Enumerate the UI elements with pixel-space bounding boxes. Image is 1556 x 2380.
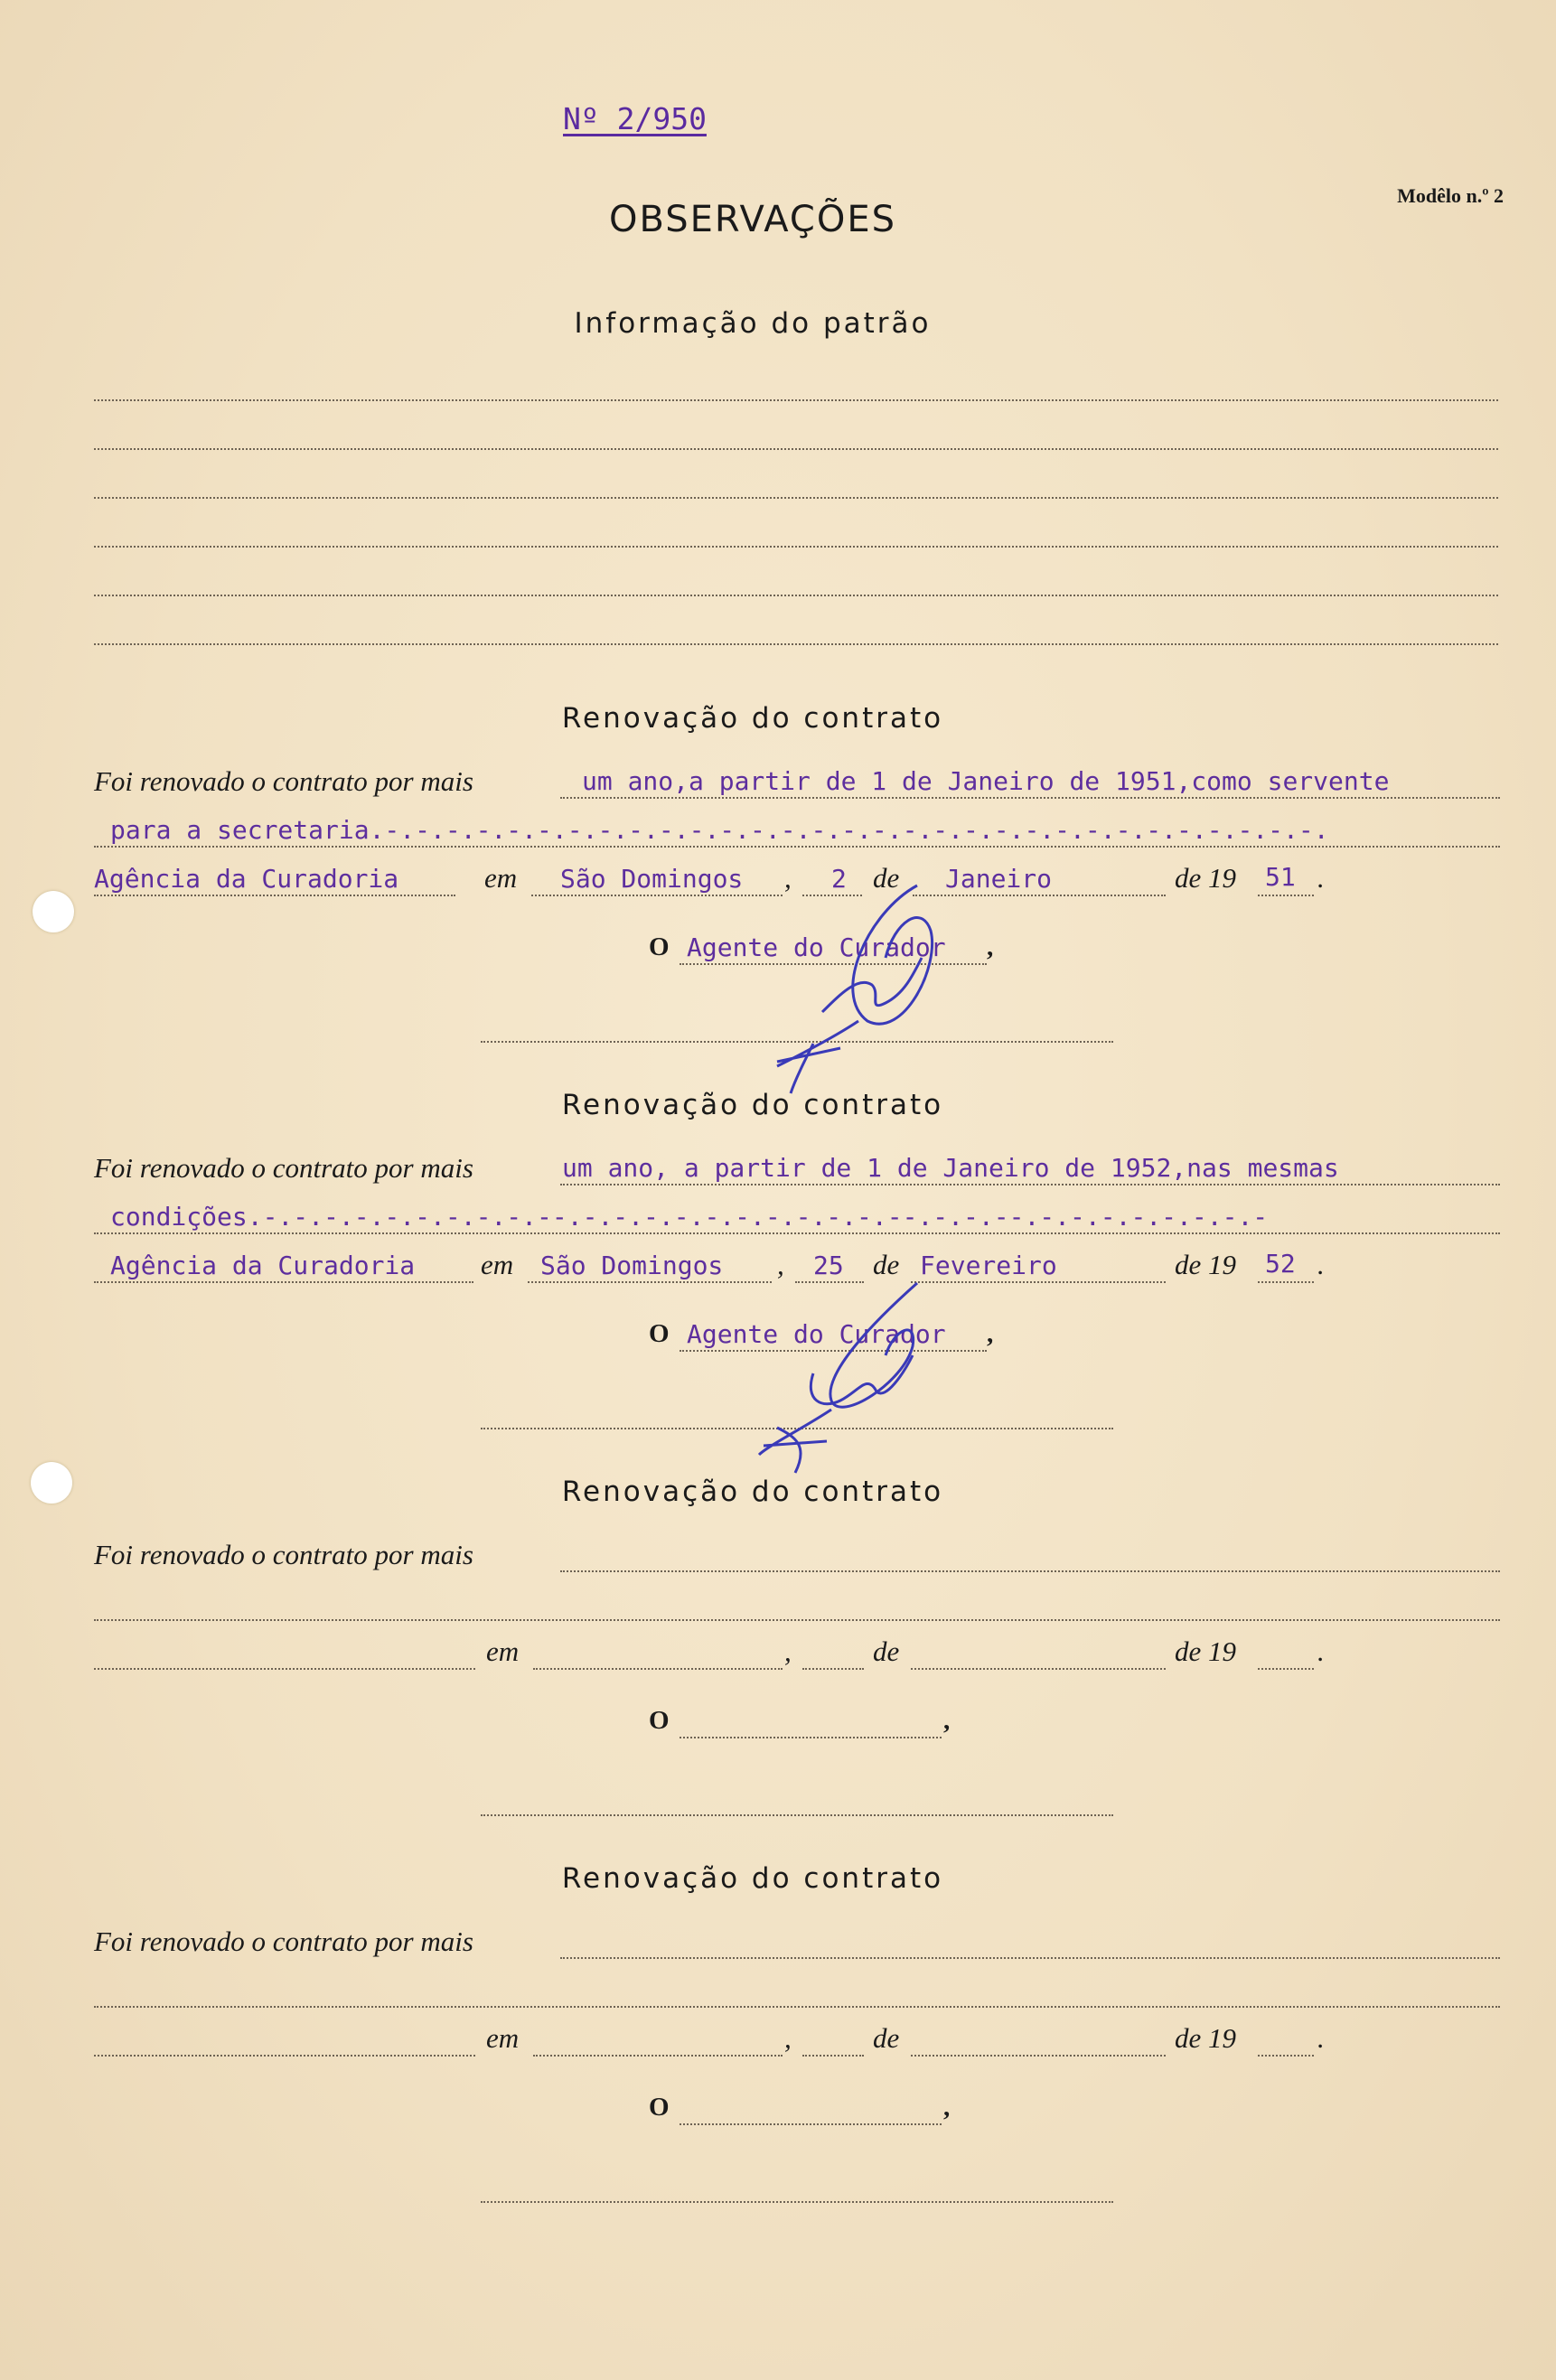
fill-line	[94, 2055, 475, 2057]
blank-line	[94, 546, 1498, 548]
section-heading: Renovação do contrato	[561, 1089, 944, 1121]
signature-line	[481, 2201, 1113, 2203]
city-name: São Domingos	[560, 864, 744, 894]
model-number: Modêlo n.º 2	[1397, 184, 1504, 207]
page-title: OBSERVAÇÕES	[608, 199, 897, 240]
blank-line	[94, 497, 1498, 499]
place-name: Agência da Curadoria	[94, 864, 399, 894]
year-value: 51	[1265, 862, 1296, 892]
place-name: Agência da Curadoria	[110, 1251, 416, 1280]
fill-line	[680, 1737, 942, 1738]
day-value: 2	[831, 864, 847, 894]
period: .	[1317, 862, 1325, 894]
fill-line	[911, 2055, 1166, 2057]
fill-line	[533, 2055, 783, 2057]
comma: ,	[784, 1635, 792, 1667]
period: .	[1317, 1249, 1325, 1280]
city-name: São Domingos	[540, 1251, 724, 1280]
renewal-terms-line1: um ano,a partir de 1 de Janeiro de 1951,como servente	[582, 766, 1390, 796]
blank-line	[94, 595, 1498, 596]
fill-line	[94, 1619, 1500, 1621]
renewal-terms-line1: um ano, a partir de 1 de Janeiro de 1952,nas mesmas	[562, 1153, 1339, 1183]
employer-info-heading: Informação do patrão	[574, 307, 932, 340]
blank-line	[94, 399, 1498, 401]
agent-comma: ,	[943, 2093, 951, 2122]
fill-line	[94, 1668, 475, 1670]
document-number: Nº 2/950	[563, 101, 707, 136]
fill-line	[911, 1668, 1166, 1670]
renewal-lead-text: Foi renovado o contrato por mais	[94, 1926, 473, 1957]
year-prefix: de 19	[1175, 1635, 1237, 1667]
fill-line	[94, 1281, 473, 1283]
section-heading: Renovação do contrato	[561, 1476, 944, 1508]
year-prefix: de 19	[1175, 2022, 1237, 2054]
blank-line	[94, 448, 1498, 450]
agent-title: Agente do Curador	[687, 1319, 946, 1349]
em-label: em	[486, 1635, 520, 1667]
handwritten-signature	[741, 1265, 958, 1500]
fill-line	[802, 2055, 864, 2057]
fill-line	[560, 1570, 1500, 1572]
section-heading: Renovação do contrato	[561, 702, 944, 735]
fill-line	[680, 2123, 942, 2125]
fill-line	[94, 2006, 1500, 2008]
section-heading: Renovação do contrato	[561, 1862, 944, 1895]
fill-line	[94, 846, 1500, 848]
day-value: 25	[813, 1251, 844, 1280]
de-label: de	[873, 1635, 900, 1667]
fill-line	[1258, 1668, 1314, 1670]
year-prefix: de 19	[1175, 1249, 1237, 1280]
em-label: em	[486, 2022, 520, 2054]
fill-line	[560, 1184, 1500, 1185]
month-value: Fevereiro	[920, 1251, 1057, 1280]
comma: ,	[777, 1249, 784, 1280]
agent-o: O	[649, 1319, 670, 1348]
handwritten-signature	[759, 867, 976, 1102]
fill-line	[528, 1281, 772, 1283]
comma: ,	[784, 2022, 792, 2054]
renewal-lead-text: Foi renovado o contrato por mais	[94, 765, 473, 797]
agent-title: Agente do Curador	[687, 932, 946, 962]
de-label: de	[873, 862, 900, 894]
signature-line	[481, 1814, 1113, 1816]
month-value: Janeiro	[945, 864, 1053, 894]
period: .	[1317, 1635, 1325, 1667]
agent-o: O	[649, 932, 670, 961]
fill-line	[531, 895, 783, 896]
fill-line	[560, 1957, 1500, 1959]
fill-line	[94, 895, 455, 896]
fill-line	[1258, 2055, 1314, 2057]
de-label: de	[873, 1249, 900, 1280]
period: .	[1317, 2022, 1325, 2054]
de-label: de	[873, 2022, 900, 2054]
agent-comma: ,	[943, 1706, 951, 1735]
agent-o: O	[649, 1706, 670, 1735]
fill-line	[802, 1668, 864, 1670]
punch-hole	[33, 891, 74, 932]
renewal-terms-line2: condições.-.-.-.-.-.-.-.-.-.--.-.-.-.-.-.-.-.-.-.-.--.-.-.--.-.-.-.-.-.-.-.-	[110, 1202, 1269, 1232]
comma: ,	[784, 862, 792, 894]
em-label: em	[484, 862, 518, 894]
year-value: 52	[1265, 1249, 1296, 1279]
agent-comma: ,	[987, 1319, 994, 1348]
year-prefix: de 19	[1175, 862, 1237, 894]
agent-o: O	[649, 2093, 670, 2122]
fill-line	[1258, 895, 1314, 896]
fill-line	[533, 1668, 783, 1670]
blank-line	[94, 643, 1498, 645]
fill-line	[560, 797, 1500, 799]
agent-comma: ,	[987, 932, 994, 961]
renewal-terms-line2: para a secretaria.-.-.-.-.-.-.-.-.-.-.-.-.-.-.-.-.-.-.-.-.-.-.-.-.-.-.-.-.-.-.-.	[110, 815, 1329, 845]
renewal-lead-text: Foi renovado o contrato por mais	[94, 1152, 473, 1184]
em-label: em	[481, 1249, 514, 1280]
renewal-lead-text: Foi renovado o contrato por mais	[94, 1539, 473, 1570]
fill-line	[1258, 1281, 1314, 1283]
fill-line	[94, 1232, 1500, 1234]
